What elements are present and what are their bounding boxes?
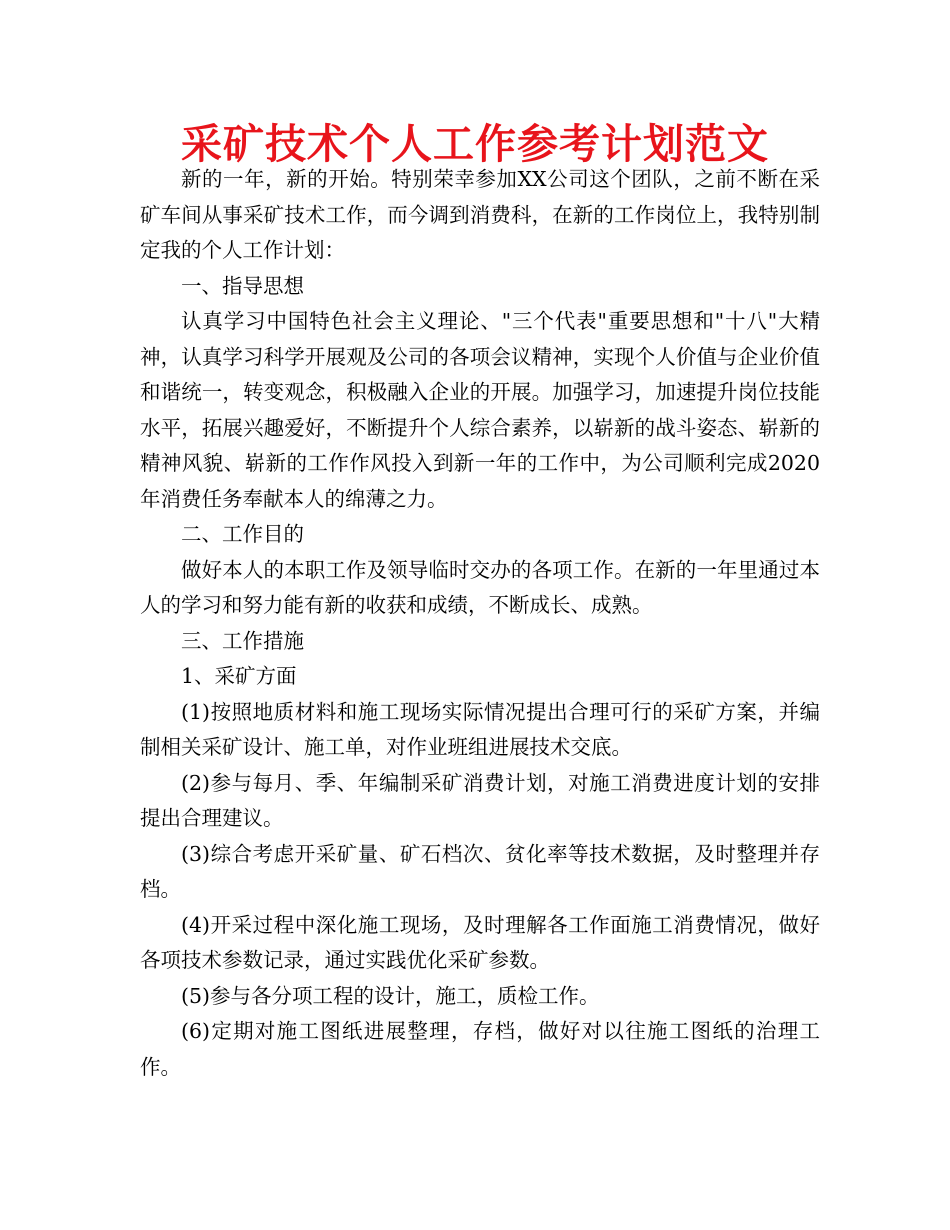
paragraph-guiding-thought: 认真学习中国特色社会主义理论、"三个代表"重要思想和"十八"大精神，认真学习科学开展观及公司的各项会议精神，实现个人价值与企业价值和谐统一，转变观念，积极融入企业的开展。加强学习，加速提升岗位技能水平，拓展兴趣爱好，不断提升个人综合素养，以崭新的战斗姿态、崭新的精神风貌、崭新的工作作风投入到新一年的工作中，为公司顺利完成2020年消费任务奉献本人的绵薄之力。 (140, 309, 820, 511)
list-item-6: (6)定期对施工图纸进展整理，存档，做好对以往施工图纸的治理工作。 (140, 1019, 820, 1079)
list-item-5: (5)参与各分项工程的设计，施工，质检工作。 (181, 983, 600, 1008)
heading-work-goal: 二、工作目的 (181, 522, 304, 546)
heading-work-measures: 三、工作措施 (181, 628, 304, 653)
document-title: 采矿技术个人工作参考计划范文 (181, 120, 769, 168)
heading-guiding-thought: 一、指导思想 (181, 273, 304, 298)
paragraph-intro: 新的一年，新的开始。特别荣幸参加XX公司这个团队，之前不断在采矿车间从事采矿技术工作，而今调到消费科，在新的工作岗位上，我特别制定我的个人工作计划： (140, 167, 820, 262)
list-item-2: (2)参与每月、季、年编制采矿消费计划，对施工消费进度计划的安排提出合理建议。 (140, 770, 820, 830)
list-item-1: (1)按照地质材料和施工现场实际情况提出合理可行的采矿方案，并编制相关采矿设计、施工单，对作业班组进展技术交底。 (140, 699, 820, 759)
paragraph-work-goal: 做好本人的本职工作及领导临时交办的各项工作。在新的一年里通过本人的学习和努力能有新的收获和成绩，不断成长、成熟。 (140, 557, 820, 617)
document-body (140, 162, 820, 1085)
subheading-mining: 1、采矿方面 (181, 664, 297, 688)
list-item-4: (4)开采过程中深化施工现场，及时理解各工作面施工消费情况，做好各项技术参数记录，通过实践优化采矿参数。 (140, 912, 820, 972)
list-item-3: (3)综合考虑开采矿量、矿石档次、贫化率等技术数据，及时整理并存档。 (140, 841, 820, 901)
